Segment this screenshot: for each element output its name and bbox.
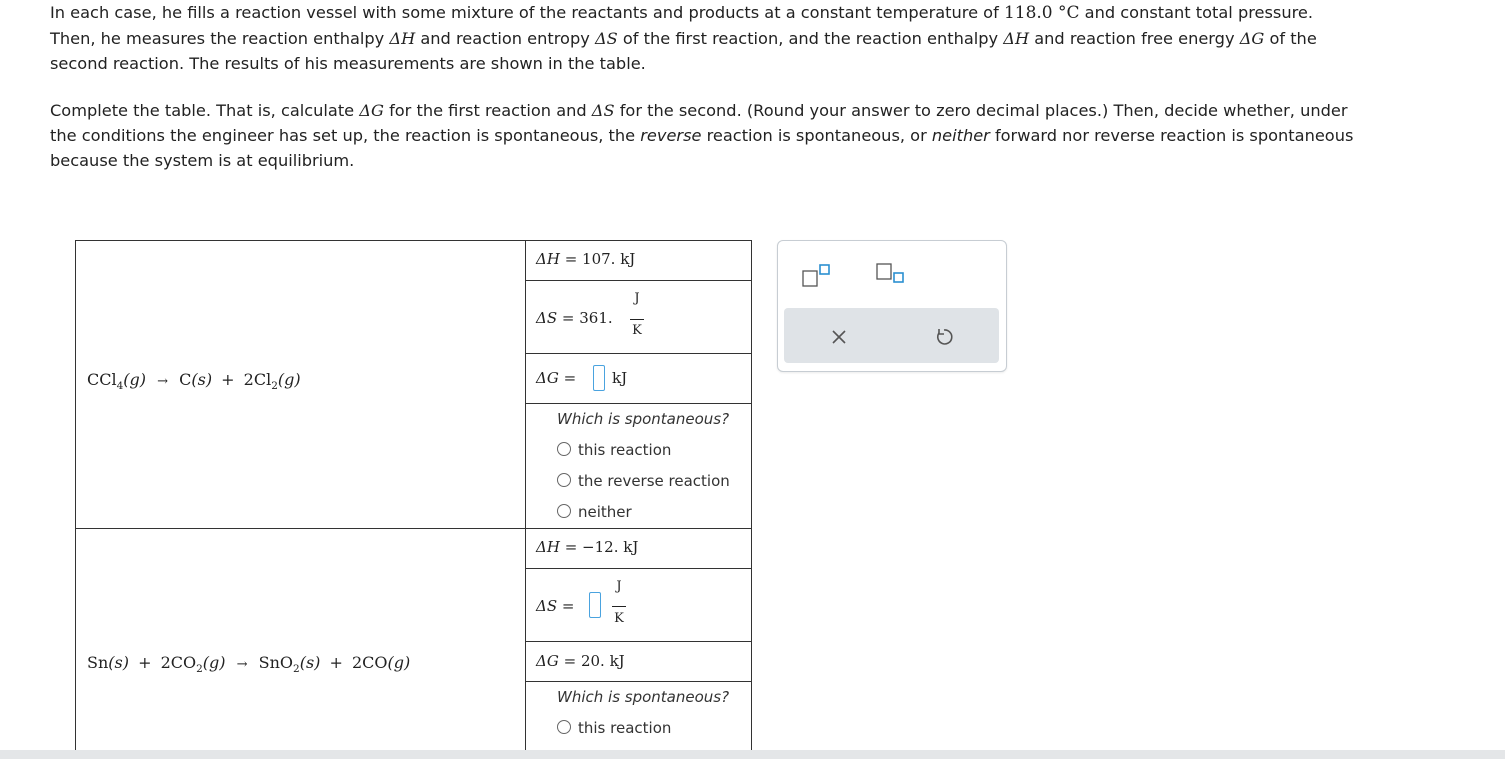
radio-button[interactable] <box>557 442 571 456</box>
intro-text: and reaction entropy <box>415 29 595 48</box>
subscript: 4 <box>116 380 124 392</box>
horizontal-scrollbar[interactable] <box>0 750 1505 759</box>
r1-option-reverse-reaction[interactable] <box>557 472 730 490</box>
intro-line-3: second reaction. The results of his measurements are shown in the table. <box>50 54 646 73</box>
state: (g) <box>387 653 411 672</box>
delta-h-symbol: ΔH <box>536 538 560 556</box>
r2-delta-s-input[interactable] <box>589 592 601 618</box>
r1-delta-s <box>536 309 613 327</box>
cell-divider <box>525 641 752 642</box>
r1-delta-g-input[interactable] <box>593 365 605 391</box>
plus-sign: + <box>138 653 152 672</box>
r1-delta-h <box>536 250 635 268</box>
equals-sign: = <box>563 369 577 387</box>
instructions-text: for the first reaction and <box>383 101 592 120</box>
close-svg <box>828 327 850 347</box>
r1-spontaneous-question: Which is spontaneous? <box>557 410 730 428</box>
r2-spontaneous-question: Which is spontaneous? <box>557 688 730 706</box>
undo-icon[interactable] <box>933 326 955 348</box>
subscript-svg <box>874 261 910 291</box>
option-label: the reverse reaction <box>578 472 730 490</box>
instructions-text: Complete the table. That is, calculate <box>50 101 360 120</box>
unit-numerator: J <box>616 579 622 594</box>
close-icon[interactable] <box>828 327 850 347</box>
species: CCl <box>87 370 117 389</box>
species: 2CO <box>352 653 388 672</box>
answer-tool-palette <box>777 240 1007 372</box>
reaction-arrow-icon: → <box>236 657 248 672</box>
intro-text: Then, he measures the reaction enthalpy <box>50 29 390 48</box>
plus-sign: + <box>329 653 343 672</box>
delta-g-value: = 20. kJ <box>563 652 625 670</box>
intro-text: and reaction free energy <box>1029 29 1240 48</box>
delta-h-value: = −12. kJ <box>564 538 639 556</box>
instructions-line-1 <box>50 98 1480 123</box>
r2-delta-h <box>536 538 638 556</box>
delta-h-symbol: ΔH <box>1003 29 1030 48</box>
radio-button[interactable] <box>557 473 571 487</box>
superscript-svg <box>800 261 836 291</box>
reverse-emphasis: reverse <box>640 126 702 145</box>
state: (s) <box>191 370 213 389</box>
delta-s-symbol: ΔS <box>591 101 615 120</box>
subscript-icon[interactable] <box>874 261 910 291</box>
cell-divider <box>525 353 752 354</box>
r2-delta-g <box>536 652 625 670</box>
species: SnO <box>258 653 294 672</box>
r2-option-this-reaction[interactable] <box>557 719 671 737</box>
subscript: 2 <box>196 663 203 675</box>
radio-button[interactable] <box>557 720 571 734</box>
option-label: this reaction <box>578 441 672 459</box>
undo-svg <box>933 326 955 348</box>
unit-numerator: J <box>634 291 640 306</box>
subscript: 2 <box>293 663 300 675</box>
neither-emphasis: neither <box>931 126 990 145</box>
fraction-bar <box>630 319 644 320</box>
cell-divider <box>525 280 752 281</box>
reaction-arrow-icon: → <box>157 374 169 389</box>
delta-g-symbol: ΔG <box>536 652 559 670</box>
option-label: this reaction <box>578 719 672 737</box>
delta-h-symbol: ΔH <box>389 29 416 48</box>
delta-g-symbol: ΔG <box>536 369 559 387</box>
species: C <box>179 370 192 389</box>
state: (g) <box>277 370 301 389</box>
option-label: neither <box>578 503 632 521</box>
intro-line-1 <box>50 0 1480 26</box>
state: (s) <box>299 653 321 672</box>
intro-text: of the <box>1264 29 1317 48</box>
intro-paragraph <box>50 0 1480 76</box>
instructions-text: reaction is spontaneous, or <box>701 126 932 145</box>
instructions-line-2 <box>50 123 1480 148</box>
delta-h-symbol: ΔH <box>536 250 560 268</box>
r2-delta-s <box>536 597 574 615</box>
species: Sn <box>87 653 109 672</box>
r1-option-this-reaction[interactable] <box>557 441 671 459</box>
table-border-left <box>75 240 76 759</box>
state: (g) <box>202 653 226 672</box>
delta-h-value: = 107. kJ <box>564 250 636 268</box>
intro-line-2 <box>50 26 1480 51</box>
r1-delta-g <box>536 369 576 387</box>
reaction-2-equation <box>87 653 410 675</box>
equals-sign: = <box>561 597 575 615</box>
plus-sign: + <box>221 370 235 389</box>
cell-divider <box>525 403 752 404</box>
species: 2Cl <box>243 370 272 389</box>
intro-text: In each case, he fills a reaction vessel with some mixture of the reactants and products at a constant temperature of <box>50 3 1004 22</box>
instructions-line-3: because the system is at equilibrium. <box>50 151 355 170</box>
cell-divider <box>525 568 752 569</box>
intro-text: of the first reaction, and the reaction enthalpy <box>617 29 1004 48</box>
delta-g-symbol: ΔG <box>359 101 384 120</box>
row-divider <box>75 528 752 529</box>
state: (g) <box>123 370 147 389</box>
instructions-text: forward nor reverse reaction is spontaneous <box>989 126 1354 145</box>
species: 2CO <box>160 653 197 672</box>
subscript: 2 <box>271 380 278 392</box>
r1-option-neither[interactable] <box>557 503 632 521</box>
delta-s-symbol: ΔS <box>536 597 558 615</box>
unit-denominator: K <box>632 323 642 338</box>
r1-delta-g-unit: kJ <box>612 369 628 387</box>
fraction-bar <box>612 606 626 607</box>
instructions-text: the conditions the engineer has set up, the reaction is spontaneous, the <box>50 126 641 145</box>
delta-s-symbol: ΔS <box>594 29 618 48</box>
table-border-top <box>75 240 752 241</box>
superscript-icon[interactable] <box>800 261 836 291</box>
temperature-value: 118.0 °C <box>1003 3 1080 23</box>
instructions-text: for the second. (Round your answer to zero decimal places.) Then, decide whether, under <box>614 101 1348 120</box>
unit-denominator: K <box>614 611 624 626</box>
intro-text: and constant total pressure. <box>1079 3 1314 22</box>
palette-action-bar <box>784 308 999 363</box>
delta-s-value: = 361. <box>561 309 613 327</box>
delta-s-symbol: ΔS <box>536 309 558 327</box>
instructions-paragraph <box>50 98 1480 173</box>
reaction-1-equation <box>87 370 301 392</box>
cell-divider <box>525 681 752 682</box>
delta-g-symbol: ΔG <box>1239 29 1265 48</box>
state: (s) <box>108 653 129 672</box>
radio-button[interactable] <box>557 504 571 518</box>
